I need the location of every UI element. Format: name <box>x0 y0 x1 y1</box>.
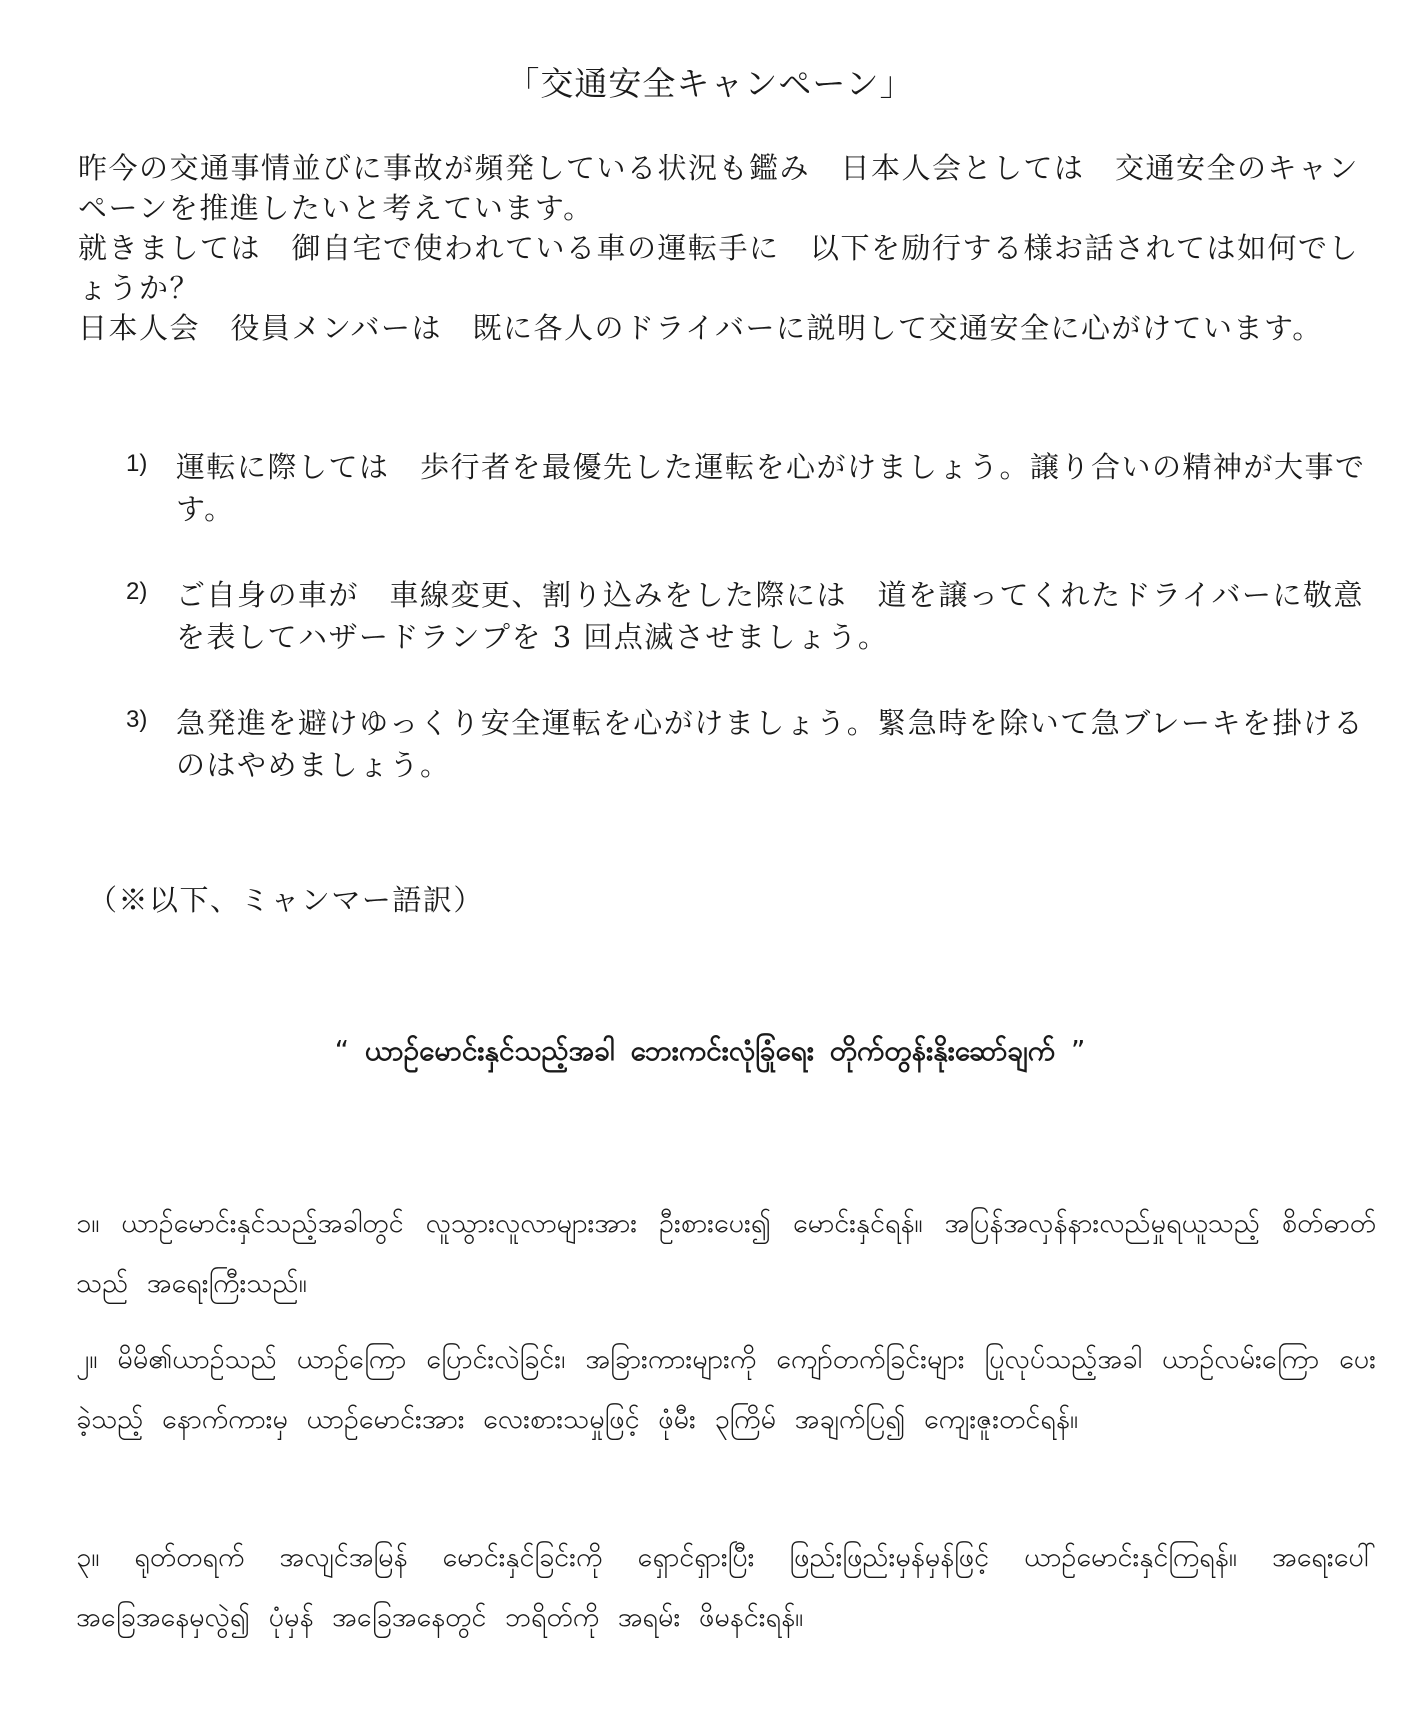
list-number: 2) <box>126 578 148 605</box>
list-text: ご自身の車が 車線変更、割り込みをした際には 道を譲ってくれたドライバーに敬意を表してハザードランプを 3 回点滅させましょう。 <box>176 578 1365 654</box>
myanmar-list-item: ၃။ ရုတ်တရက် အလျင်အမြန် မောင်းနှင်ခြင်းကို ရှောင်ရှားပြီး ဖြည်းဖြည်းမှန်မှန်ဖြင့် ယာဉ်မောင်းနှင်ကြရန်။ အရေးပေါ် အခြေအနေမှလွဲ၍ ပုံမှန် အခြေအနေတွင် ဘရိတ်ကို အရမ်း ဖိမနင်းရန်။ <box>76 1542 1376 1633</box>
intro-paragraph: 日本人会 役員メンバーは 既に各人のドライバーに説明して交通安全に心がけています。 <box>78 311 1323 345</box>
close-quote: ” <box>1070 1034 1086 1067</box>
list-number: 1) <box>126 450 148 477</box>
list-number: 3) <box>126 706 148 733</box>
intro-paragraph: 昨今の交通事情並びに事故が頻発している状況も鑑み 日本人会としては 交通安全のキャンペーンを推進したいと考えています。 <box>78 151 1360 225</box>
open-quote: “ <box>334 1034 350 1067</box>
myanmar-list-item: ၂။ မိမိ၏ယာဉ်သည် ယာဉ်ကြော ပြောင်းလဲခြင်း၊ အခြားကားများကို ကျော်တက်ခြင်းများ ပြုလုပ်သည့်အခါ ယာဉ်လမ်းကြော ပေးခဲ့သည့် နောက်ကားမှ ယာဉ်မောင်းအား လေးစားသမှုဖြင့် ဖုံမီး ၃ကြိမ် အချက်ပြ၍ ကျေးဇူးတင်ရန်။ <box>76 1344 1376 1435</box>
myanmar-title-text: ယာဉ်မောင်းနှင်သည့်အခါ ဘေးကင်းလုံခြုံရေး တိုက်တွန်းနိုးဆော်ချက် <box>364 1034 1056 1067</box>
document-title: 「交通安全キャンペーン」 <box>506 64 914 103</box>
myanmar-title <box>0 1032 1420 1074</box>
translation-note: （※以下、ミャンマー語訳） <box>88 883 484 917</box>
myanmar-list-item: ၁။ ယာဉ်မောင်းနှင်သည့်အခါတွင် လူသွားလူလာများအား ဦးစားပေး၍ မောင်းနှင်ရန်။ အပြန်အလှန်နားလည်မှုရယူသည့် စိတ်ဓာတ်သည် အရေးကြီးသည်။ <box>76 1208 1376 1299</box>
list-text: 運転に際しては 歩行者を最優先した運転を心がけましょう。譲り合いの精神が大事です。 <box>176 450 1366 526</box>
intro-paragraphs <box>78 148 1378 348</box>
list-text: 急発進を避けゆっくり安全運転を心がけましょう。緊急時を除いて急ブレーキを掛けるのはやめましょう。 <box>176 706 1365 782</box>
intro-paragraph: 就きましては 御自宅で使われている車の運転手に 以下を励行する様お話されては如何でしょうか？ <box>78 231 1360 305</box>
